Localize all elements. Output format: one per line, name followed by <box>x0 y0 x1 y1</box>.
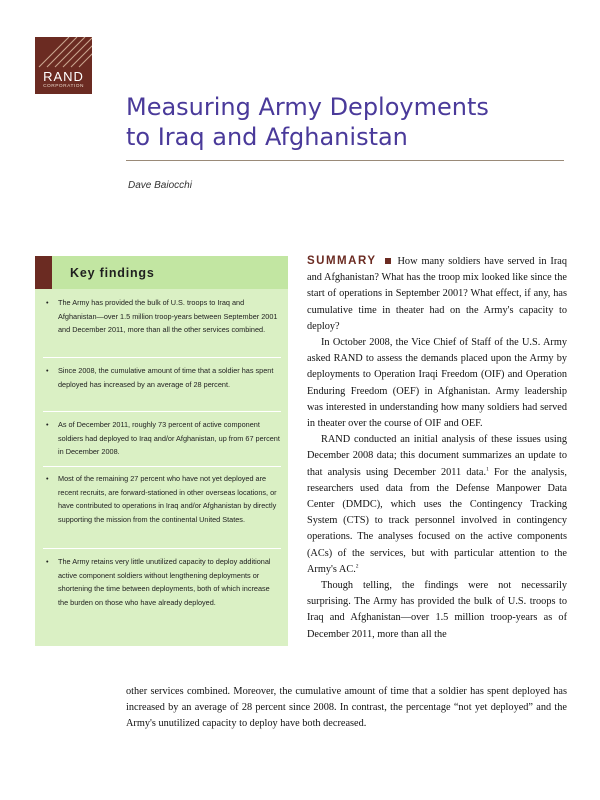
author: Dave Baiocchi <box>128 180 192 191</box>
body-paragraph: Though telling, the findings were not necessarily surprising. The Army has provided the bulk of U.S. troops to Iraq and Afghanistan—over 1.5 million troop-years as of December 2011, more than all the <box>307 580 567 640</box>
key-findings-tab <box>35 256 52 289</box>
title-line-1: Measuring Army Deployments <box>126 93 489 121</box>
finding-divider <box>43 466 281 467</box>
body-paragraph <box>307 432 567 578</box>
bullet-icon: • <box>46 366 49 375</box>
logo-wordmark: RAND <box>43 69 84 84</box>
title-divider <box>126 160 564 161</box>
finding-divider <box>43 411 281 412</box>
key-finding-text: The Army retains very little unutilized capacity to deploy additional active component soldiers without lengthening deployments or shortening the time between deployments, both of which increase the burden on those who have already deployed. <box>58 557 271 607</box>
key-finding-text: Since 2008, the cumulative amount of time that a soldier has spent deployed has increased by an average of 28 percent. <box>58 366 274 389</box>
square-bullet-icon <box>385 258 391 264</box>
rand-logo <box>35 37 92 94</box>
key-findings-title: Key findings <box>70 266 155 280</box>
footnote-marker: 1 <box>486 466 489 473</box>
key-finding-item <box>37 555 281 609</box>
footnote-marker: 2 <box>355 563 359 570</box>
bullet-icon: • <box>46 474 49 483</box>
finding-divider <box>43 357 281 358</box>
bullet-icon: • <box>46 298 49 307</box>
body-text: For the analysis, researchers used data from the Defense Manpower Data Center (DMDC), which uses the Contingency Tracking System (CTS) to track personnel involved in contingency operations. The analyses focused on the active components (ACs) of the services, but with particular attention to the Army's AC. <box>307 466 567 575</box>
full-width-text <box>126 684 567 733</box>
key-finding-text: As of December 2011, roughly 73 percent of active component soldiers had deployed to Iraq and/or Afghanistan, up from 67 percent in December 2008. <box>58 420 280 456</box>
summary-label: SUMMARY <box>307 255 377 267</box>
key-finding-text: The Army has provided the bulk of U.S. troops to Iraq and Afghanistan—over 1.5 million troop-years between September 2001 and December 2011, more than all the other services combined. <box>58 298 278 334</box>
page-title <box>126 92 566 152</box>
body-paragraph: In October 2008, the Vice Chief of Staff of the U.S. Army asked RAND to assess the demands placed upon the Army by deployments to Operation Iraqi Freedom (OIF) and Operation Enduring Freedom (OEF) in Afghanistan. Army leadership was interested in understanding how many soldiers had served in theater over the course of OIF and OEF. <box>307 337 567 430</box>
key-finding-item <box>37 418 281 459</box>
bullet-icon: • <box>46 557 49 566</box>
logo-subtitle: CORPORATION <box>43 84 84 89</box>
body-text: RAND conducted an initial analysis of these issues using December 2008 data; this document summarizes an update to that analysis using December 2011 data. <box>307 434 567 478</box>
finding-divider <box>43 548 281 549</box>
summary-column <box>307 253 567 643</box>
summary-text: How many soldiers have served in Iraq and Afghanistan? What has the troop mix looked like since the start of operations in September 2001? What effect, if any, has cumulative time in theater had on the Army's capacity to deploy? <box>307 256 567 332</box>
key-finding-item <box>37 296 281 337</box>
key-finding-text: Most of the remaining 27 percent who have not yet deployed are recent recruits, are forward-stationed in other overseas locations, or have contributed to operations in Iraq and/or Afghanistan by directly supporting the mission from the continental United States. <box>58 474 277 524</box>
key-finding-item <box>37 364 281 391</box>
summary-paragraph <box>307 253 567 335</box>
body-paragraph: other services combined. Moreover, the cumulative amount of time that a soldier has spent deployed has increased by an average of 28 percent since 2008. In contrast, the percentage “not yet deployed” and the Army's unutilized capacity to deploy have both decreased. <box>126 686 567 730</box>
title-line-2: to Iraq and Afghanistan <box>126 123 408 151</box>
bullet-icon: • <box>46 420 49 429</box>
key-finding-item <box>37 472 281 526</box>
